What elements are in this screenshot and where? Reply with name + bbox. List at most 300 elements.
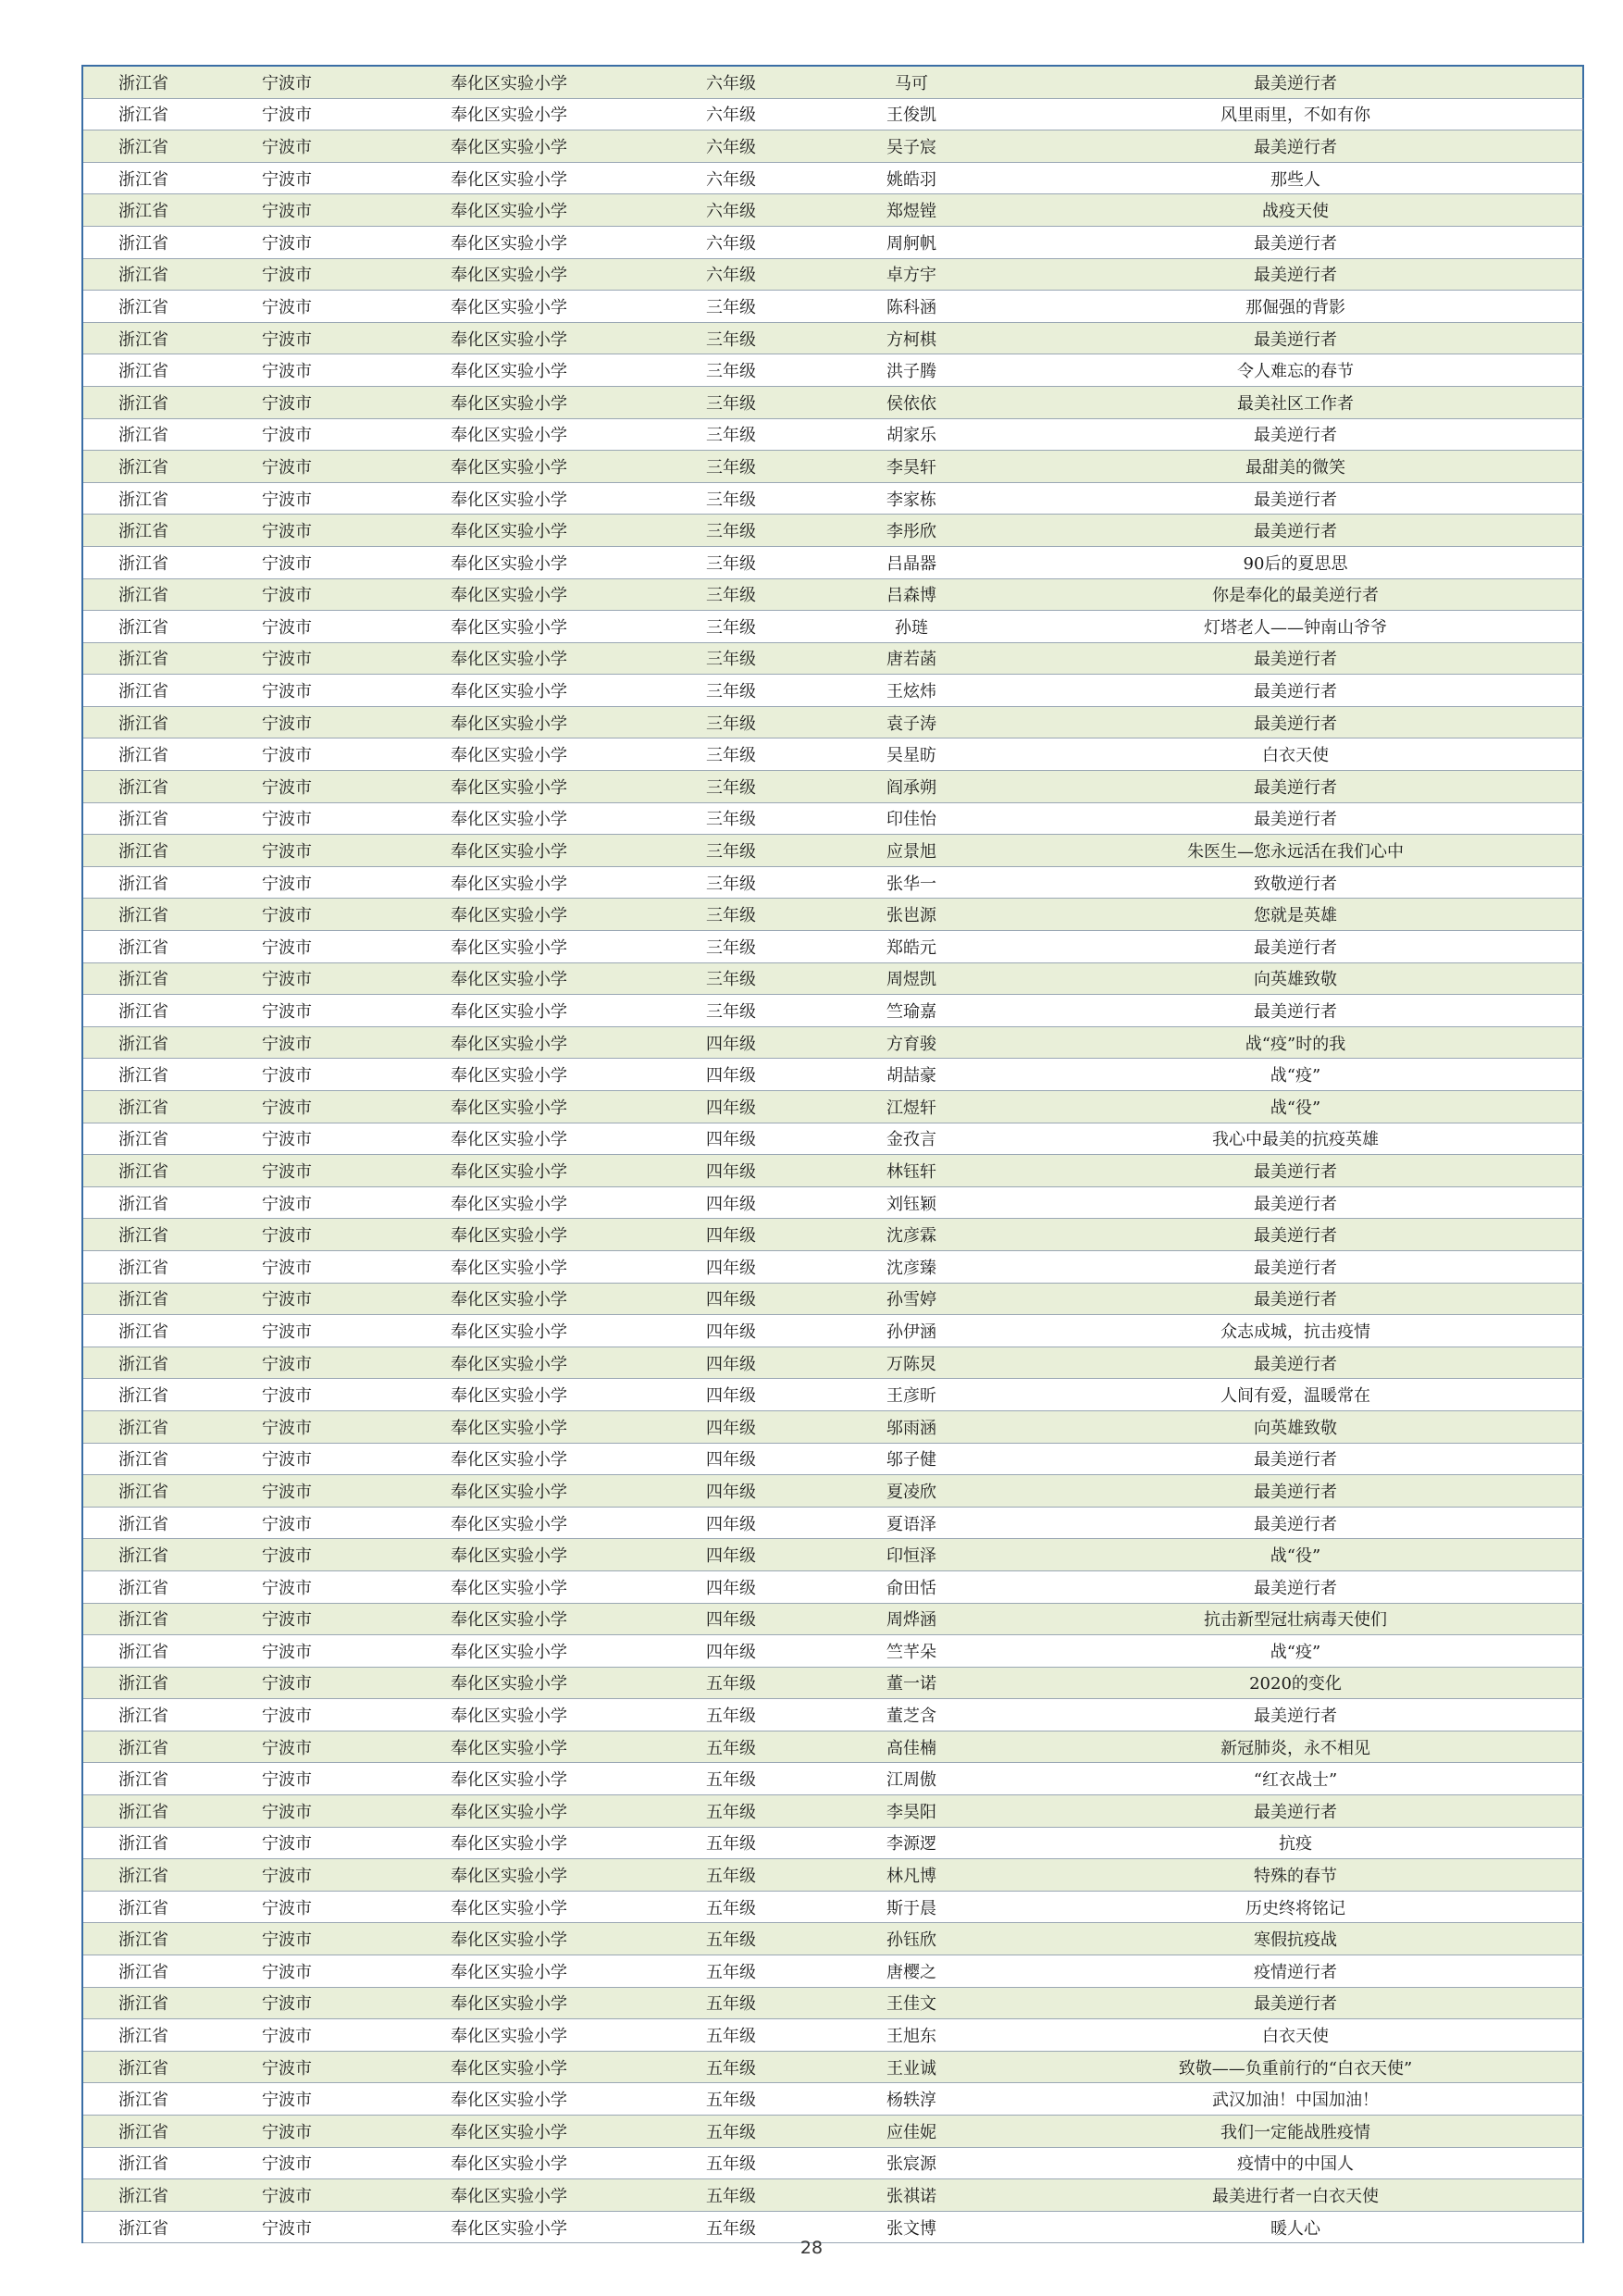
student-name-cell: 孙钰欣 xyxy=(886,1930,936,1951)
table-row xyxy=(83,835,1584,867)
grade-cell: 四年级 xyxy=(706,1226,756,1247)
province-cell: 浙江省 xyxy=(118,1514,168,1534)
grade-cell: 五年级 xyxy=(706,1802,756,1822)
student-name-cell: 马可 xyxy=(895,73,928,93)
grade-cell: 三年级 xyxy=(706,650,756,670)
essay-title-cell: 战“疫” xyxy=(1270,1066,1321,1086)
school-cell: 奉化区实验小学 xyxy=(451,329,567,350)
essay-title-cell: 历史终将铭记 xyxy=(1245,1898,1345,1918)
city-cell: 宁波市 xyxy=(262,1546,312,1567)
essay-title-cell: 最美逆行者 xyxy=(1254,1258,1337,1278)
school-cell: 奉化区实验小学 xyxy=(451,842,567,863)
student-name-cell: 李彤欣 xyxy=(886,522,936,542)
school-cell: 奉化区实验小学 xyxy=(451,1130,567,1150)
table-row xyxy=(83,387,1584,419)
province-cell: 浙江省 xyxy=(118,1066,168,1086)
city-cell: 宁波市 xyxy=(262,426,312,446)
school-cell: 奉化区实验小学 xyxy=(451,1322,567,1342)
student-name-cell: 张岜源 xyxy=(886,906,936,926)
student-name-cell: 唐樱之 xyxy=(886,1962,936,1982)
student-name-cell: 应佳妮 xyxy=(886,2122,936,2142)
grade-cell: 五年级 xyxy=(706,1962,756,1982)
grade-cell: 三年级 xyxy=(706,617,756,638)
province-cell: 浙江省 xyxy=(118,1642,168,1662)
province-cell: 浙江省 xyxy=(118,2154,168,2175)
table-row xyxy=(83,515,1584,547)
essay-title-cell: “红衣战士” xyxy=(1253,1770,1338,1791)
grade-cell: 三年级 xyxy=(706,842,756,863)
student-name-cell: 邬子健 xyxy=(886,1450,936,1471)
school-cell: 奉化区实验小学 xyxy=(451,1674,567,1694)
grade-cell: 四年级 xyxy=(706,1290,756,1310)
city-cell: 宁波市 xyxy=(262,73,312,93)
province-cell: 浙江省 xyxy=(118,714,168,734)
province-cell: 浙江省 xyxy=(118,1994,168,2015)
school-cell: 奉化区实验小学 xyxy=(451,169,567,190)
grade-cell: 三年级 xyxy=(706,329,756,350)
grade-cell: 四年级 xyxy=(706,1514,756,1534)
grade-cell: 三年级 xyxy=(706,522,756,542)
school-cell: 奉化区实验小学 xyxy=(451,1610,567,1631)
table-row xyxy=(83,1763,1584,1795)
table-row xyxy=(83,1539,1584,1571)
grade-cell: 五年级 xyxy=(706,1738,756,1758)
student-name-cell: 王彦昕 xyxy=(886,1386,936,1407)
essay-title-cell: 最美逆行者 xyxy=(1254,490,1337,510)
city-cell: 宁波市 xyxy=(262,2122,312,2142)
table-row xyxy=(83,1731,1584,1764)
school-cell: 奉化区实验小学 xyxy=(451,1994,567,2015)
school-cell: 奉化区实验小学 xyxy=(451,1867,567,1887)
grade-cell: 四年级 xyxy=(706,1450,756,1471)
essay-title-cell: 最美逆行者 xyxy=(1254,1802,1337,1822)
table-row xyxy=(83,1444,1584,1476)
school-cell: 奉化区实验小学 xyxy=(451,650,567,670)
student-name-cell: 张文博 xyxy=(886,2218,936,2239)
student-name-cell: 吕森博 xyxy=(886,586,936,606)
grade-cell: 三年级 xyxy=(706,490,756,510)
province-cell: 浙江省 xyxy=(118,2218,168,2239)
province-cell: 浙江省 xyxy=(118,490,168,510)
city-cell: 宁波市 xyxy=(262,586,312,606)
student-name-cell: 方柯棋 xyxy=(886,329,936,350)
province-cell: 浙江省 xyxy=(118,1290,168,1310)
essay-title-cell: 抗击新型冠壮病毒天使们 xyxy=(1204,1610,1387,1631)
school-cell: 奉化区实验小学 xyxy=(451,2154,567,2175)
city-cell: 宁波市 xyxy=(262,2186,312,2206)
essay-title-cell: 您就是英雄 xyxy=(1254,906,1337,926)
student-name-cell: 张华一 xyxy=(886,874,936,894)
grade-cell: 四年级 xyxy=(706,1642,756,1662)
table-row xyxy=(83,227,1584,259)
school-cell: 奉化区实验小学 xyxy=(451,2186,567,2206)
grade-cell: 三年级 xyxy=(706,426,756,446)
school-cell: 奉化区实验小学 xyxy=(451,522,567,542)
province-cell: 浙江省 xyxy=(118,874,168,894)
essay-title-cell: 灯塔老人——钟南山爷爷 xyxy=(1204,617,1387,638)
city-cell: 宁波市 xyxy=(262,362,312,382)
table-row xyxy=(83,1859,1584,1892)
school-cell: 奉化区实验小学 xyxy=(451,362,567,382)
table-row xyxy=(83,1284,1584,1316)
grade-cell: 三年级 xyxy=(706,1002,756,1023)
table-row xyxy=(83,1828,1584,1860)
city-cell: 宁波市 xyxy=(262,1354,312,1374)
student-name-cell: 印佳怡 xyxy=(886,810,936,830)
city-cell: 宁波市 xyxy=(262,937,312,958)
essay-title-cell: 最美逆行者 xyxy=(1254,1194,1337,1214)
student-name-cell: 郑皓元 xyxy=(886,937,936,958)
school-cell: 奉化区实验小学 xyxy=(451,1066,567,1086)
student-name-cell: 江煜轩 xyxy=(886,1098,936,1118)
province-cell: 浙江省 xyxy=(118,553,168,574)
school-cell: 奉化区实验小学 xyxy=(451,1898,567,1918)
student-name-cell: 郑煜镗 xyxy=(886,202,936,222)
essay-title-cell: 最美逆行者 xyxy=(1254,1706,1337,1727)
table-row xyxy=(83,419,1584,452)
essay-title-cell: 人间有爱，温暖常在 xyxy=(1220,1386,1370,1407)
table-row xyxy=(83,99,1584,131)
city-cell: 宁波市 xyxy=(262,1706,312,1727)
city-cell: 宁波市 xyxy=(262,810,312,830)
student-name-cell: 王炫炜 xyxy=(886,682,936,702)
province-cell: 浙江省 xyxy=(118,2186,168,2206)
city-cell: 宁波市 xyxy=(262,1226,312,1247)
essay-title-cell: 我心中最美的抗疫英雄 xyxy=(1212,1130,1379,1150)
grade-cell: 六年级 xyxy=(706,73,756,93)
province-cell: 浙江省 xyxy=(118,233,168,254)
table-row xyxy=(83,1668,1584,1700)
school-cell: 奉化区实验小学 xyxy=(451,1354,567,1374)
province-cell: 浙江省 xyxy=(118,1482,168,1502)
grade-cell: 三年级 xyxy=(706,297,756,317)
province-cell: 浙江省 xyxy=(118,1354,168,1374)
essay-title-cell: 那倔强的背影 xyxy=(1245,297,1345,317)
school-cell: 奉化区实验小学 xyxy=(451,1098,567,1118)
grade-cell: 四年级 xyxy=(706,1482,756,1502)
table-row xyxy=(83,1795,1584,1828)
school-cell: 奉化区实验小学 xyxy=(451,970,567,990)
student-name-cell: 江周傲 xyxy=(886,1770,936,1791)
city-cell: 宁波市 xyxy=(262,522,312,542)
school-cell: 奉化区实验小学 xyxy=(451,586,567,606)
city-cell: 宁波市 xyxy=(262,1450,312,1471)
grade-cell: 三年级 xyxy=(706,393,756,414)
essay-title-cell: 战疫天使 xyxy=(1262,202,1329,222)
essay-title-cell: 战“疫”时的我 xyxy=(1245,1034,1346,1054)
student-name-cell: 吕晶器 xyxy=(886,553,936,574)
grade-cell: 四年级 xyxy=(706,1066,756,1086)
province-cell: 浙江省 xyxy=(118,1161,168,1182)
city-cell: 宁波市 xyxy=(262,1130,312,1150)
essay-title-cell: 最美逆行者 xyxy=(1254,1994,1337,2015)
school-cell: 奉化区实验小学 xyxy=(451,1802,567,1822)
student-name-cell: 方育骏 xyxy=(886,1034,936,1054)
essay-title-cell: 我们一定能战胜疫情 xyxy=(1220,2122,1370,2142)
student-name-cell: 陈科涵 xyxy=(886,297,936,317)
table-row xyxy=(83,771,1584,803)
table-row xyxy=(83,1699,1584,1731)
school-cell: 奉化区实验小学 xyxy=(451,1290,567,1310)
essay-title-cell: 众志成城，抗击疫情 xyxy=(1220,1322,1370,1342)
school-cell: 奉化区实验小学 xyxy=(451,297,567,317)
province-cell: 浙江省 xyxy=(118,1034,168,1054)
student-name-cell: 斯于晨 xyxy=(886,1898,936,1918)
student-name-cell: 邬雨涵 xyxy=(886,1418,936,1438)
student-name-cell: 姚皓羽 xyxy=(886,169,936,190)
city-cell: 宁波市 xyxy=(262,393,312,414)
student-name-cell: 俞田恬 xyxy=(886,1578,936,1598)
student-name-cell: 孙伊涵 xyxy=(886,1322,936,1342)
table-row xyxy=(83,1379,1584,1411)
table-row xyxy=(83,2083,1584,2116)
grade-cell: 五年级 xyxy=(706,2154,756,2175)
school-cell: 奉化区实验小学 xyxy=(451,1514,567,1534)
grade-cell: 三年级 xyxy=(706,457,756,478)
city-cell: 宁波市 xyxy=(262,1867,312,1887)
province-cell: 浙江省 xyxy=(118,2058,168,2079)
city-cell: 宁波市 xyxy=(262,650,312,670)
student-name-cell: 王旭东 xyxy=(886,2027,936,2047)
city-cell: 宁波市 xyxy=(262,457,312,478)
school-cell: 奉化区实验小学 xyxy=(451,1450,567,1471)
essay-title-cell: 白衣天使 xyxy=(1262,2027,1329,2047)
school-cell: 奉化区实验小学 xyxy=(451,1482,567,1502)
province-cell: 浙江省 xyxy=(118,2091,168,2111)
table-row xyxy=(83,291,1584,323)
province-cell: 浙江省 xyxy=(118,1930,168,1951)
school-cell: 奉化区实验小学 xyxy=(451,2218,567,2239)
table-row xyxy=(83,1508,1584,1540)
city-cell: 宁波市 xyxy=(262,874,312,894)
table-row xyxy=(83,643,1584,676)
table-row xyxy=(83,995,1584,1027)
essay-title-cell: 90后的夏思思 xyxy=(1243,553,1348,574)
essay-title-cell: 最美逆行者 xyxy=(1254,137,1337,157)
school-cell: 奉化区实验小学 xyxy=(451,266,567,286)
table-row xyxy=(83,67,1584,99)
essay-title-cell: 致敬逆行者 xyxy=(1254,874,1337,894)
student-name-cell: 沈彦霖 xyxy=(886,1226,936,1247)
province-cell: 浙江省 xyxy=(118,810,168,830)
page-number: 28 xyxy=(799,2238,824,2258)
school-cell: 奉化区实验小学 xyxy=(451,906,567,926)
city-cell: 宁波市 xyxy=(262,266,312,286)
table-row xyxy=(83,2116,1584,2148)
province-cell: 浙江省 xyxy=(118,393,168,414)
table-row xyxy=(83,1604,1584,1636)
student-name-cell: 竺芊朵 xyxy=(886,1642,936,1662)
city-cell: 宁波市 xyxy=(262,297,312,317)
province-cell: 浙江省 xyxy=(118,1418,168,1438)
school-cell: 奉化区实验小学 xyxy=(451,1706,567,1727)
table-row xyxy=(83,738,1584,771)
student-name-cell: 董一诺 xyxy=(886,1674,936,1694)
student-name-cell: 王业诚 xyxy=(886,2058,936,2079)
table-row xyxy=(83,451,1584,483)
table-row xyxy=(83,1571,1584,1604)
province-cell: 浙江省 xyxy=(118,1706,168,1727)
city-cell: 宁波市 xyxy=(262,490,312,510)
grade-cell: 四年级 xyxy=(706,1418,756,1438)
school-cell: 奉化区实验小学 xyxy=(451,937,567,958)
essay-title-cell: 最美逆行者 xyxy=(1254,714,1337,734)
school-cell: 奉化区实验小学 xyxy=(451,1930,567,1951)
table-row xyxy=(83,547,1584,579)
city-cell: 宁波市 xyxy=(262,1098,312,1118)
grade-cell: 三年级 xyxy=(706,906,756,926)
city-cell: 宁波市 xyxy=(262,1962,312,1982)
province-cell: 浙江省 xyxy=(118,1002,168,1023)
city-cell: 宁波市 xyxy=(262,906,312,926)
grade-cell: 五年级 xyxy=(706,1706,756,1727)
grade-cell: 四年级 xyxy=(706,1578,756,1598)
table-row xyxy=(83,579,1584,612)
city-cell: 宁波市 xyxy=(262,1258,312,1278)
essay-title-cell: 特殊的春节 xyxy=(1254,1867,1337,1887)
school-cell: 奉化区实验小学 xyxy=(451,1546,567,1567)
school-cell: 奉化区实验小学 xyxy=(451,777,567,798)
grade-cell: 三年级 xyxy=(706,553,756,574)
essay-title-cell: 最美逆行者 xyxy=(1254,1290,1337,1310)
school-cell: 奉化区实验小学 xyxy=(451,553,567,574)
province-cell: 浙江省 xyxy=(118,202,168,222)
essay-title-cell: 战“役” xyxy=(1270,1546,1321,1567)
grade-cell: 四年级 xyxy=(706,1258,756,1278)
school-cell: 奉化区实验小学 xyxy=(451,874,567,894)
province-cell: 浙江省 xyxy=(118,169,168,190)
student-name-cell: 刘钰颖 xyxy=(886,1194,936,1214)
school-cell: 奉化区实验小学 xyxy=(451,682,567,702)
city-cell: 宁波市 xyxy=(262,105,312,126)
city-cell: 宁波市 xyxy=(262,233,312,254)
essay-title-cell: 最美逆行者 xyxy=(1254,329,1337,350)
city-cell: 宁波市 xyxy=(262,329,312,350)
table-row xyxy=(83,1635,1584,1668)
table-row xyxy=(83,1027,1584,1060)
grade-cell: 四年级 xyxy=(706,1354,756,1374)
city-cell: 宁波市 xyxy=(262,1578,312,1598)
school-cell: 奉化区实验小学 xyxy=(451,426,567,446)
school-cell: 奉化区实验小学 xyxy=(451,1418,567,1438)
essay-title-cell: 风里雨里，不如有你 xyxy=(1220,105,1370,126)
essay-title-cell: 最美逆行者 xyxy=(1254,522,1337,542)
school-cell: 奉化区实验小学 xyxy=(451,1770,567,1791)
essay-title-cell: 最美逆行者 xyxy=(1254,810,1337,830)
student-name-cell: 竺瑜嘉 xyxy=(886,1002,936,1023)
grade-cell: 六年级 xyxy=(706,233,756,254)
student-name-cell: 董芝含 xyxy=(886,1706,936,1727)
table-row xyxy=(83,899,1584,931)
grade-cell: 三年级 xyxy=(706,362,756,382)
essay-title-cell: 疫情逆行者 xyxy=(1254,1962,1337,1982)
essay-title-cell: 最美逆行者 xyxy=(1254,233,1337,254)
essay-title-cell: 最美逆行者 xyxy=(1254,650,1337,670)
student-name-cell: 孙雪婷 xyxy=(886,1290,936,1310)
table-row xyxy=(83,483,1584,515)
province-cell: 浙江省 xyxy=(118,617,168,638)
grade-cell: 四年级 xyxy=(706,1161,756,1182)
table-row xyxy=(83,1219,1584,1251)
city-cell: 宁波市 xyxy=(262,1930,312,1951)
grade-cell: 三年级 xyxy=(706,586,756,606)
essay-title-cell: 向英雄致敬 xyxy=(1254,970,1337,990)
essay-title-cell: 寒假抗疫战 xyxy=(1254,1930,1337,1951)
grade-cell: 四年级 xyxy=(706,1386,756,1407)
table-row xyxy=(83,1475,1584,1508)
city-cell: 宁波市 xyxy=(262,1482,312,1502)
essay-title-cell: 战“役” xyxy=(1270,1098,1321,1118)
school-cell: 奉化区实验小学 xyxy=(451,1738,567,1758)
province-cell: 浙江省 xyxy=(118,682,168,702)
city-cell: 宁波市 xyxy=(262,1034,312,1054)
province-cell: 浙江省 xyxy=(118,1834,168,1855)
grade-cell: 五年级 xyxy=(706,2122,756,2142)
student-name-cell: 侯依依 xyxy=(886,393,936,414)
city-cell: 宁波市 xyxy=(262,1290,312,1310)
grade-cell: 五年级 xyxy=(706,1867,756,1887)
table-row xyxy=(83,2148,1584,2180)
school-cell: 奉化区实验小学 xyxy=(451,2122,567,2142)
grade-cell: 三年级 xyxy=(706,777,756,798)
essay-title-cell: 新冠肺炎，永不相见 xyxy=(1220,1738,1370,1758)
table-row xyxy=(83,963,1584,996)
province-cell: 浙江省 xyxy=(118,297,168,317)
student-name-cell: 周舸帆 xyxy=(886,233,936,254)
city-cell: 宁波市 xyxy=(262,714,312,734)
city-cell: 宁波市 xyxy=(262,1834,312,1855)
city-cell: 宁波市 xyxy=(262,2027,312,2047)
essay-title-cell: 你是奉化的最美逆行者 xyxy=(1212,586,1379,606)
city-cell: 宁波市 xyxy=(262,1770,312,1791)
grade-cell: 五年级 xyxy=(706,2027,756,2047)
city-cell: 宁波市 xyxy=(262,1898,312,1918)
table-row xyxy=(83,1988,1584,2020)
table-row xyxy=(83,194,1584,227)
student-name-cell: 万陈炅 xyxy=(886,1354,936,1374)
city-cell: 宁波市 xyxy=(262,1514,312,1534)
grade-cell: 三年级 xyxy=(706,746,756,766)
school-cell: 奉化区实验小学 xyxy=(451,490,567,510)
school-cell: 奉化区实验小学 xyxy=(451,2091,567,2111)
student-name-cell: 夏凌欣 xyxy=(886,1482,936,1502)
school-cell: 奉化区实验小学 xyxy=(451,393,567,414)
grade-cell: 三年级 xyxy=(706,810,756,830)
city-cell: 宁波市 xyxy=(262,1674,312,1694)
student-name-cell: 周烨涵 xyxy=(886,1610,936,1631)
student-name-cell: 夏语泽 xyxy=(886,1514,936,1534)
province-cell: 浙江省 xyxy=(118,1322,168,1342)
city-cell: 宁波市 xyxy=(262,202,312,222)
province-cell: 浙江省 xyxy=(118,1898,168,1918)
grade-cell: 五年级 xyxy=(706,1994,756,2015)
essay-title-cell: 最美社区工作者 xyxy=(1237,393,1354,414)
city-cell: 宁波市 xyxy=(262,1994,312,2015)
city-cell: 宁波市 xyxy=(262,777,312,798)
student-name-cell: 应景旭 xyxy=(886,842,936,863)
province-cell: 浙江省 xyxy=(118,1610,168,1631)
school-cell: 奉化区实验小学 xyxy=(451,233,567,254)
essay-title-cell: 致敬——负重前行的“白衣天使” xyxy=(1178,2058,1413,2079)
city-cell: 宁波市 xyxy=(262,970,312,990)
province-cell: 浙江省 xyxy=(118,746,168,766)
grade-cell: 四年级 xyxy=(706,1322,756,1342)
essay-title-cell: 最美逆行者 xyxy=(1254,266,1337,286)
essay-title-cell: 最美逆行者 xyxy=(1254,682,1337,702)
table-row xyxy=(83,2052,1584,2084)
grade-cell: 三年级 xyxy=(706,937,756,958)
city-cell: 宁波市 xyxy=(262,617,312,638)
